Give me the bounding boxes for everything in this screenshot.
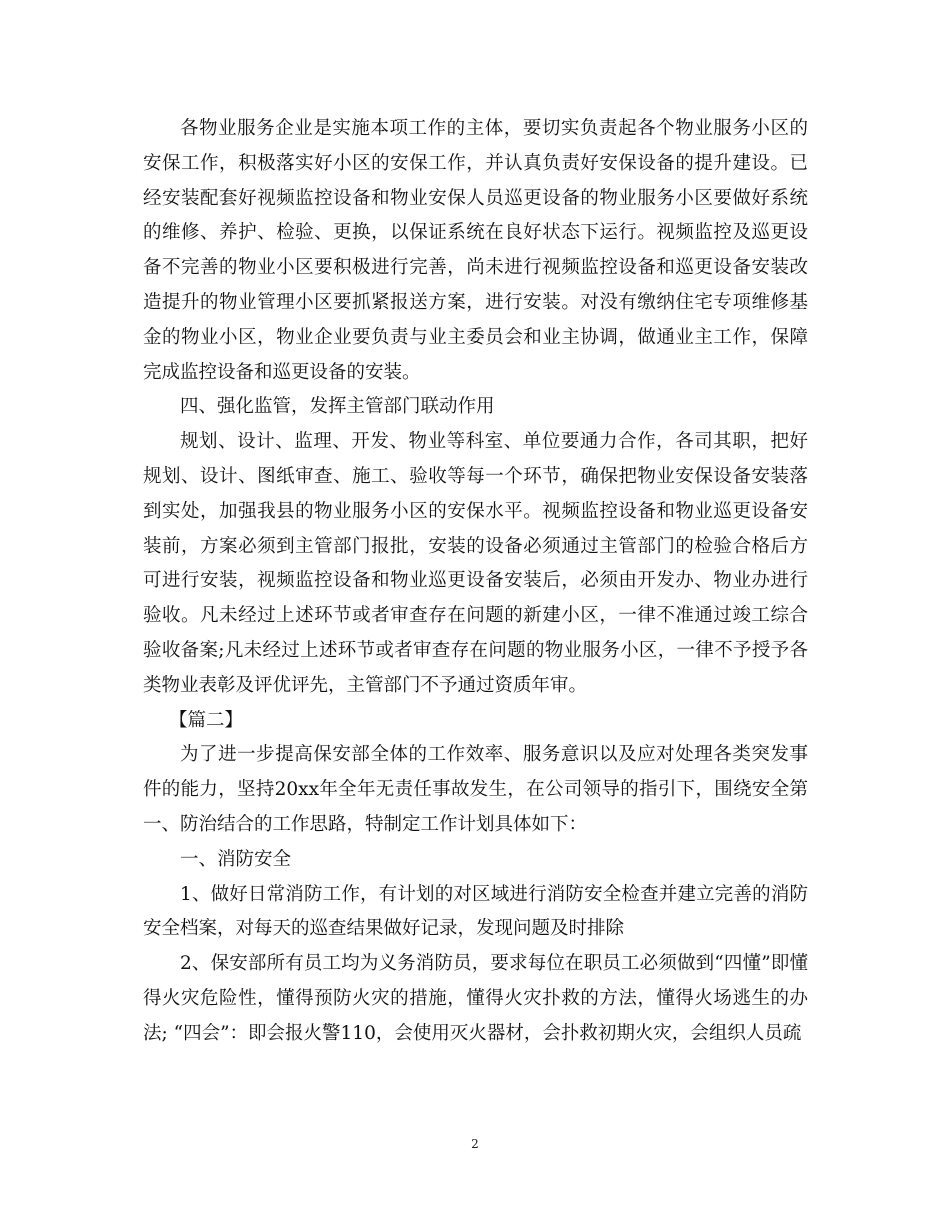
heading-fire-safety: 一、消防安全	[180, 848, 292, 870]
page-number: 2	[471, 1137, 479, 1151]
paragraph-fire-item-1: 1、做好日常消防工作，有计划的对区域进行消防安全检查并建立完善的消防安全档案，对每天的巡查结果做好记录，发现问题及时排除	[143, 883, 808, 940]
paragraph-fire-item-2: 2、保安部所有员工均为义务消防员，要求每位在职员工必须做到“四懂”即懂得火灾危险性，懂得预防火灾的措施，懂得火灾扑救的方法，懂得火场逃生的办法; “四会”：即会报火警110，会使用灭火器材，会扑救初期火灾，会组织人员疏	[143, 953, 808, 1044]
paragraph-department-cooperation: 规划、设计、监理、开发、物业等科室、单位要通力合作，各司其职，把好规划、设计、图纸审查、施工、验收等每一个环节，确保把物业安保设备安装落到实处，加强我县的物业服务小区的安保水平。视频监控设备和物业巡更设备安装前，方案必须到主管部门报批，安装的设备必须通过主管部门的检验合格后方可进行安装，视频监控设备和物业巡更设备安装后，必须由开发办、物业办进行验收。凡未经过上述环节或者审查存在问题的新建小区，一律不准通过竣工综合验收备案;凡未经过上述环节或者审查存在问题的物业服务小区，一律不予授予各类物业表彰及评优评先，主管部门不予通过资质年审。	[143, 431, 808, 696]
paragraph-security-plan-intro: 为了进一步提高保安部全体的工作效率、服务意识以及应对处理各类突发事件的能力，坚持20xx年全年无责任事故发生，在公司领导的指引下，围绕安全第一、防治结合的工作思路，特制定工作计划具体如下：	[143, 744, 808, 835]
document-body	[143, 112, 808, 1052]
heading-strengthen-supervision: 四、强化监管，发挥主管部门联动作用	[180, 396, 495, 418]
section-marker-part-two: 【篇二】	[169, 709, 244, 731]
paragraph-property-enterprise-duty: 各物业服务企业是实施本项工作的主体，要切实负责起各个物业服务小区的安保工作，积极落实好小区的安保工作，并认真负责好安保设备的提升建设。已经安装配套好视频监控设备和物业安保人员巡更设备的物业服务小区要做好系统的维修、养护、检验、更换，以保证系统在良好状态下运行。视频监控及巡更设备不完善的物业小区要积极进行完善，尚未进行视频监控设备和巡更设备安装改造提升的物业管理小区要抓紧报送方案，进行安装。对没有缴纳住宅专项维修基金的物业小区，物业企业要负责与业主委员会和业主协调，做通业主工作，保障完成监控设备和巡更设备的安装。	[143, 118, 808, 383]
